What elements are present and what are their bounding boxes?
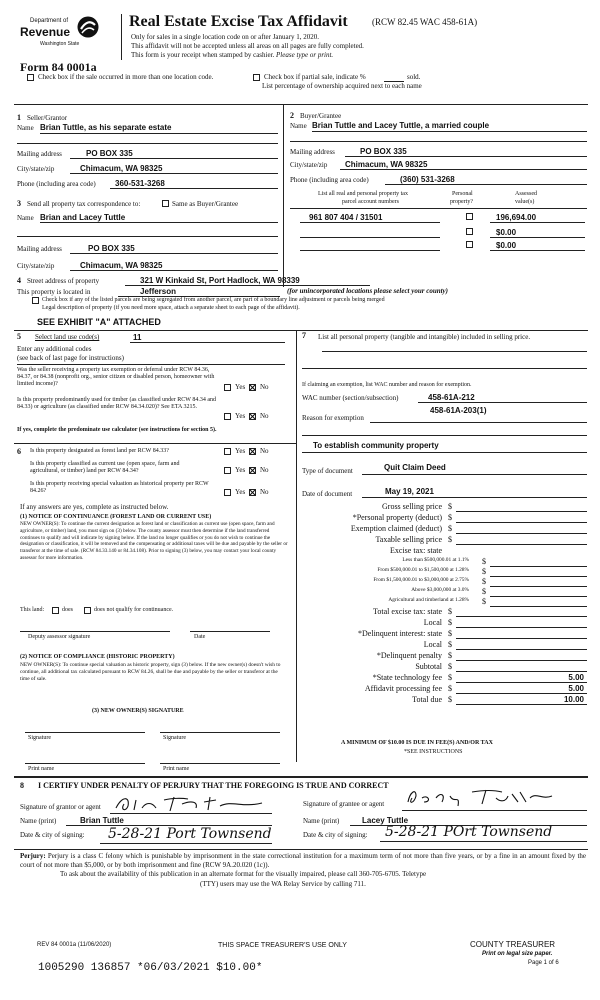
agency-line3: Washington State xyxy=(40,41,80,47)
seller-mail-label: Mailing address xyxy=(17,150,62,158)
yes-label: Yes xyxy=(235,466,246,474)
grantee-date-value[interactable]: 5-28-21 POrt Townsend xyxy=(385,824,553,840)
ownership-note: List percentage of ownership acquired next to each name xyxy=(262,82,422,90)
seller-heading: Seller/Grantor xyxy=(27,114,68,122)
minimum-due-note: A MINIMUM OF $10.00 IS DUE IN FEE(S) AND/OR TAX xyxy=(341,740,493,746)
street-address-value[interactable]: 321 W Kinkaid St, Port Hadlock, WA 98339 xyxy=(140,276,300,285)
current-use-no-checkbox[interactable] xyxy=(249,467,256,474)
reason-label: Reason for exemption xyxy=(302,414,364,422)
personal-head2: property? xyxy=(450,199,473,205)
buyer-name-value[interactable]: Brian Tuttle and Lacey Tuttle, a married couple xyxy=(312,121,490,130)
exemption-question: Was the seller receiving a property tax exemption or deferral under RCW 84.36, 84.37, or 84.38 (nonprofit org., senior citizen or disabled person, homeowner with limited income)? xyxy=(17,367,215,387)
land-does-not-checkbox[interactable] xyxy=(84,607,91,614)
land-does-checkbox[interactable] xyxy=(52,607,59,614)
deputy-signature-label: Deputy assessor signature xyxy=(28,634,91,640)
forest-question: Is this property designated as forest land per RCW 84.33? xyxy=(30,448,169,454)
historic-no-checkbox[interactable] xyxy=(249,489,256,496)
same-as-buyer-checkbox[interactable] xyxy=(162,200,169,207)
legal-description-value[interactable]: SEE EXHIBIT "A" ATTACHED xyxy=(37,317,161,327)
wac-value[interactable]: 458-61A-212 xyxy=(428,393,475,402)
grantee-name-value[interactable]: Lacey Tuttle xyxy=(362,816,409,825)
dollar-sign: $ xyxy=(448,535,452,544)
section-8-number: 8 xyxy=(20,781,24,790)
seller-name-value[interactable]: Brian Tuttle, as his separate estate xyxy=(40,123,172,132)
dollar-sign: $ xyxy=(448,607,452,616)
assessed-value[interactable]: $0.00 xyxy=(496,228,517,237)
grantee-name-label: Name (print) xyxy=(303,817,340,825)
section-3-number: 3 xyxy=(17,199,21,208)
no-label: No xyxy=(260,488,269,496)
land-use-label: Select land use code(s) xyxy=(35,333,100,341)
dor-emblem-icon xyxy=(76,15,100,39)
doc-date-value[interactable]: May 19, 2021 xyxy=(385,487,434,496)
buyer-phone-value[interactable]: (360) 531-3268 xyxy=(400,175,455,184)
grantor-date-value[interactable]: 5-28-21 Port Townsend xyxy=(108,826,272,842)
forest-no-checkbox[interactable] xyxy=(249,448,256,455)
buyer-phone-label: Phone (including area code) xyxy=(290,176,369,184)
seller-mail-value[interactable]: PO BOX 335 xyxy=(86,149,133,158)
section-5-number: 5 xyxy=(17,332,21,341)
treasurer-space-label: THIS SPACE TREASURER'S USE ONLY xyxy=(218,942,347,949)
seller-name-label: Name xyxy=(17,124,34,132)
seller-city-value[interactable]: Chimacum, WA 98325 xyxy=(80,164,163,173)
dollar-sign: $ xyxy=(448,673,452,682)
grantor-date-label: Date & city of signing: xyxy=(20,831,85,839)
tax-line-label: From $500,000.01 to $1,500,000 at 1.28% xyxy=(377,567,469,573)
notice-continuance-title: (1) NOTICE OF CONTINUANCE (FOREST LAND OR CURRENT USE) xyxy=(20,514,212,520)
dollar-sign: $ xyxy=(448,502,452,511)
forest-yes-checkbox[interactable] xyxy=(224,448,231,455)
tax-line-label: Local xyxy=(423,618,442,627)
additional-codes-label: Enter any additional codes xyxy=(17,345,92,353)
notice-compliance-body: NEW OWNER(S): To continue special valuation as historic property, sign (3) below. If the new owner(s) doesn't wish to continue, all additional tax calculated pursuant to RCW 84.26, shall be due and payable by the seller or transferor at the time of sale. xyxy=(20,662,281,682)
seller-city-label: City/state/zip xyxy=(17,165,55,173)
yes-label: Yes xyxy=(235,488,246,496)
multi-location-label: Check box if the sale occurred in more than one location code. xyxy=(38,73,214,81)
tty-note: (TTY) users may use the WA Relay Service by calling 711. xyxy=(200,880,366,888)
assessed-value[interactable]: $0.00 xyxy=(496,241,517,250)
land-use-code[interactable]: 11 xyxy=(133,333,142,342)
no-label: No xyxy=(260,412,269,420)
tax-line-label: *State technology fee xyxy=(372,673,442,682)
dollar-sign: $ xyxy=(448,684,452,693)
agency-line1: Department of xyxy=(30,18,69,24)
wac-label: WAC number (section/subsection) xyxy=(302,394,399,402)
timber-question: Is this property predominantly used for timber (as classified under RCW 84.34 and 84.33) or agriculture (as classified under RCW 84.34.020)? See ETA 3215. xyxy=(17,397,217,410)
this-land-label: This land: xyxy=(20,607,45,613)
grantor-signature-label: Signature of grantor or agent xyxy=(20,803,101,811)
section-1-number: 1 xyxy=(17,113,21,122)
legal-paper-note: Print on legal size paper. xyxy=(482,951,553,957)
corr-name-label: Name xyxy=(17,214,34,222)
dollar-sign: $ xyxy=(448,513,452,522)
legal-description-label: Legal description of property (if you need more space, attach a separate sheet to each page of the affidavit). xyxy=(42,305,300,311)
dollar-sign: $ xyxy=(448,618,452,627)
header-note2: This affidavit will not be accepted unless all areas on all pages are fully completed. xyxy=(131,42,364,50)
does-not-label: does not qualify for continuance. xyxy=(94,607,174,613)
street-label: Street address of property xyxy=(27,277,100,285)
located-label: This property is located in xyxy=(17,288,91,296)
tax-line-label: Taxable selling price xyxy=(375,535,442,544)
no-label: No xyxy=(260,383,269,391)
corr-city-label: City/state/zip xyxy=(17,262,55,270)
deputy-date-label: Date xyxy=(194,634,206,640)
partial-sale-label: Check box if partial sale, indicate % xyxy=(264,73,366,81)
unincorp-note: (for unincorporated locations please select your county) xyxy=(287,287,448,295)
grantee-signature-label: Signature of grantee or agent xyxy=(303,800,385,808)
header-note3: This form is your receipt when stamped by cashier. Please type or print. xyxy=(131,51,334,59)
tax-line-label: *Delinquent penalty xyxy=(376,651,442,660)
corr-city-value[interactable]: Chimacum, WA 98325 xyxy=(80,261,163,270)
dollar-sign: $ xyxy=(482,577,486,586)
buyer-heading: Buyer/Grantee xyxy=(300,112,342,120)
dollar-sign: $ xyxy=(448,629,452,638)
new-owner-signature-title: (3) NEW OWNER(S) SIGNATURE xyxy=(92,708,184,714)
personal-property-checkbox[interactable] xyxy=(466,241,473,248)
buyer-city-label: City/state/zip xyxy=(290,161,328,169)
seller-phone-value[interactable]: 360-531-3268 xyxy=(115,179,165,188)
yes-label: Yes xyxy=(235,412,246,420)
grantee-date-label: Date & city of signing: xyxy=(303,831,368,839)
doc-type-value[interactable]: Quit Claim Deed xyxy=(384,463,446,472)
tax-line-label: *Personal property (deduct) xyxy=(352,513,442,522)
county-treasurer-label: COUNTY TREASURER xyxy=(470,940,556,949)
correspondence-label: Send all property tax correspondence to: xyxy=(27,200,141,208)
tax-line-amount[interactable]: 5.00 xyxy=(568,684,584,693)
yes-label: Yes xyxy=(235,383,246,391)
exemption-no-checkbox[interactable] xyxy=(249,384,256,391)
buyer-city-value[interactable]: Chimacum, WA 98325 xyxy=(345,160,428,169)
agency-line2: Revenue xyxy=(20,25,71,39)
personal-property-label: List all personal property (tangible and intangible) included in selling price. xyxy=(318,333,531,341)
see-instructions-label: (see back of last page for instructions) xyxy=(17,354,124,362)
located-county-value[interactable]: Jefferson xyxy=(140,287,177,296)
dollar-sign: $ xyxy=(448,662,452,671)
doc-type-label: Type of document xyxy=(302,467,353,475)
print-name-label: Print name xyxy=(28,766,55,772)
tax-line-label: *Delinquent interest: state xyxy=(358,629,442,638)
no-label: No xyxy=(260,466,269,474)
assessed-value[interactable]: 196,694.00 xyxy=(496,213,537,222)
exemption-yes-checkbox[interactable] xyxy=(224,384,231,391)
tax-line-label: Local xyxy=(423,640,442,649)
seller-phone-label: Phone (including area code) xyxy=(17,180,96,188)
current-use-question: Is this property classified as current use (open space, farm and agricultural, or timber) land per RCW 84.34? xyxy=(30,461,180,474)
notice-compliance-title: (2) NOTICE OF COMPLIANCE (HISTORIC PROPERTY) xyxy=(20,654,175,660)
revision-label: REV 84 0001a (11/06/2020) xyxy=(37,942,112,948)
parcel-head2: parcel account numbers xyxy=(342,199,399,205)
see-instructions-note: *SEE INSTRUCTIONS xyxy=(404,749,463,755)
tax-line-amount[interactable]: 10.00 xyxy=(563,695,584,704)
exemption-claim-label: If claiming an exemption, list WAC number and reason for exemption. xyxy=(302,382,472,388)
dollar-sign: $ xyxy=(448,695,452,704)
dollar-sign: $ xyxy=(482,567,486,576)
timber-yes-checkbox[interactable] xyxy=(224,413,231,420)
dollar-sign: $ xyxy=(448,640,452,649)
personal-property-checkbox[interactable] xyxy=(466,228,473,235)
does-label: does xyxy=(62,607,73,613)
signature-label: Signature xyxy=(28,735,51,741)
grantor-name-value[interactable]: Brian Tuttle xyxy=(80,816,124,825)
corr-name-value[interactable]: Brian and Lacey Tuttle xyxy=(40,213,126,222)
reason-value[interactable]: 458-61A-203(1) xyxy=(430,406,487,415)
signature-label: Signature xyxy=(163,735,186,741)
historic-question: Is this property receiving special valuation as historical property per RCW 84.26? xyxy=(30,481,209,494)
dollar-sign: $ xyxy=(448,651,452,660)
alternate-format-note: To ask about the availability of this publication in an alternate format for the visually impaired, please call 360-705-6705. Teletype xyxy=(60,870,427,878)
same-as-buyer-label: Same as Buyer/Grantee xyxy=(172,200,239,208)
form-rcw: (RCW 82.45 WAC 458-61A) xyxy=(372,17,478,27)
if-yes-note: If any answers are yes, complete as instructed below. xyxy=(20,503,169,511)
value-head1: Assessed xyxy=(515,191,537,197)
tax-line-label: Total excise tax: state xyxy=(373,607,442,616)
tax-line-label: Total due xyxy=(412,695,442,704)
segregated-label: Check box if any of the listed parcels are being segregated from another parcel, are part of a boundary line adjustment or parcels being merged xyxy=(42,297,385,303)
dollar-sign: $ xyxy=(482,557,486,566)
no-label: No xyxy=(260,447,269,455)
dollar-sign: $ xyxy=(482,587,486,596)
partial-sale-checkbox[interactable] xyxy=(253,74,260,81)
notice-continuance-body: NEW OWNER(S): To continue the current designation as forest land or classification as current use (open space, farm and agriculture, or timber) land, you must sign on (3) below. The county assessor must then determine if the land transferred continues to qualify and will indicate by signing below. If the land no longer qualifies or you do not wish to continue the designation or classification, it will be removed and the compensating or additional taxes will be due and payable by the seller or transferor at the time of sale. (RCW 84.33.140 or 84.34.108). Prior to signing (3) below, you may contact your local county assessor for more information. xyxy=(20,521,288,561)
form-number: Form 84 0001a xyxy=(20,60,97,74)
tax-line-label: Agricultural and timberland at 1.28% xyxy=(388,597,469,603)
tax-line-label: From $1,500,000.01 to $3,000,000 at 2.75% xyxy=(373,577,469,583)
perjury-notice: Perjury: Perjury is a class C felony which is punishable by imprisonment in the state correctional institution for a maximum term of not more than five years, or by a fine in an amount fixed by the court of not more than $5,000, or by both imprisonment and fine (RCW 9A.20.020 (1c)). xyxy=(20,852,587,869)
cashier-stamp: 1005290 136857 *06/03/2021 $10.00* xyxy=(38,962,263,974)
tax-line-label: Subtotal xyxy=(415,662,442,671)
parcel-number[interactable]: 961 807 404 / 31501 xyxy=(309,213,383,222)
segregated-parcel-checkbox[interactable] xyxy=(32,297,39,304)
dollar-sign: $ xyxy=(482,597,486,606)
grantor-name-label: Name (print) xyxy=(20,817,57,825)
section-6-number: 6 xyxy=(17,447,21,456)
personal-head1: Personal xyxy=(452,191,473,197)
parcel-head1: List all real and personal property tax xyxy=(318,191,408,197)
corr-mail-value[interactable]: PO BOX 335 xyxy=(88,244,135,253)
dollar-sign: $ xyxy=(448,524,452,533)
section-2-number: 2 xyxy=(290,111,294,120)
sold-label: sold. xyxy=(407,73,421,81)
personal-property-checkbox[interactable] xyxy=(466,213,473,220)
historic-yes-checkbox[interactable] xyxy=(224,489,231,496)
tax-line-label: Gross selling price xyxy=(382,502,442,511)
exemption-purpose[interactable]: To establish community property xyxy=(313,441,439,450)
print-name-label: Print name xyxy=(163,766,190,772)
corr-mail-label: Mailing address xyxy=(17,245,62,253)
current-use-yes-checkbox[interactable] xyxy=(224,467,231,474)
section-7-number: 7 xyxy=(302,331,306,340)
grantee-signature[interactable] xyxy=(402,786,562,810)
timber-no-checkbox[interactable] xyxy=(249,413,256,420)
multi-location-checkbox[interactable] xyxy=(27,74,34,81)
grantor-signature[interactable] xyxy=(112,794,272,814)
doc-date-label: Date of document xyxy=(302,490,353,498)
tax-line-label: Above $3,000,000 at 3.0% xyxy=(411,587,469,593)
tax-line-amount[interactable]: 5.00 xyxy=(568,673,584,682)
tax-line-label: Less than $500,000.01 at 1.1% xyxy=(402,557,469,563)
buyer-mail-label: Mailing address xyxy=(290,148,335,156)
value-head2: value(s) xyxy=(515,199,535,205)
buyer-mail-value[interactable]: PO BOX 335 xyxy=(360,147,407,156)
section-4-number: 4 xyxy=(17,276,21,285)
certify-statement: I CERTIFY UNDER PENALTY OF PERJURY THAT THE FOREGOING IS TRUE AND CORRECT xyxy=(38,781,389,790)
form-title: Real Estate Excise Tax Affidavit xyxy=(129,13,348,30)
yes-label: Yes xyxy=(235,447,246,455)
predominate-use-note: If yes, complete the predominate use calculator (see instructions for section 5). xyxy=(17,427,217,433)
tax-line-label: Affidavit processing fee xyxy=(364,684,442,693)
page-number: Page 1 of 6 xyxy=(528,960,559,966)
tax-line-label: Exemption claimed (deduct) xyxy=(350,524,442,533)
header-note1: Only for sales in a single location code on or after January 1, 2020. xyxy=(131,33,319,41)
tax-line-label: Excise tax: state xyxy=(390,546,442,555)
buyer-name-label: Name xyxy=(290,122,307,130)
